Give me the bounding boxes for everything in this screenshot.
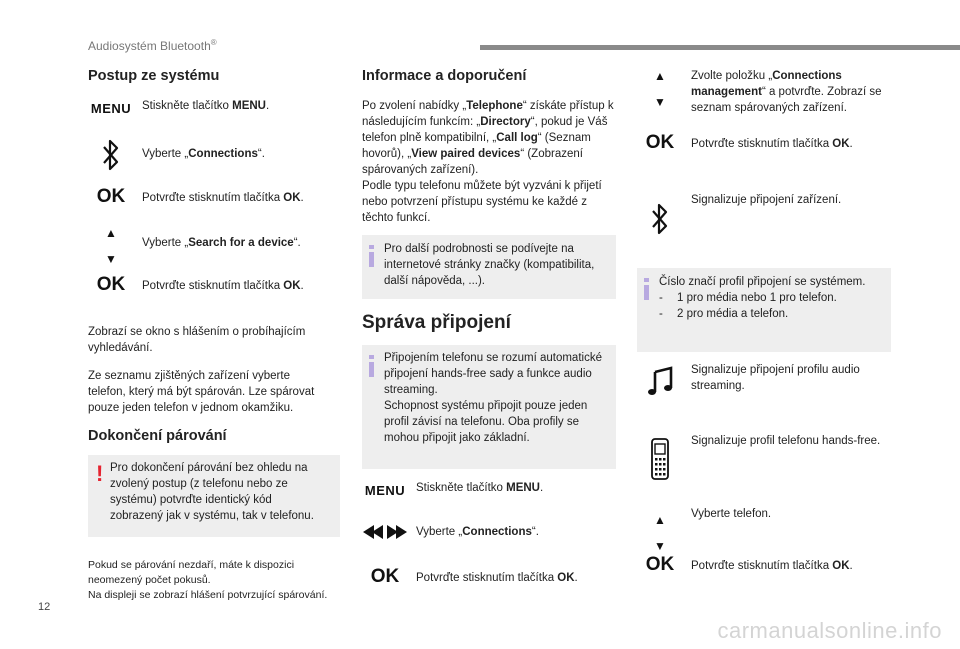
info-text: Číslo značí profil připojení se systémem. - 1 pro média nebo 1 pro telefon. - 2 pro média a telefon. <box>659 274 885 322</box>
paragraph: Ze seznamu zjištěných zařízení vyberte telefon, který má být spárován. Lze spárovat pouze jeden telefon v jednom okamžiku. <box>88 370 315 414</box>
step-text: Zvolte položku „Connections management“ a potvrďte. Zobrazí se seznam spárovaných zařízení. <box>691 70 882 114</box>
step-text: Potvrďte stisknutím tlačítka OK. <box>691 138 853 150</box>
step-text: Potvrďte stisknutím tlačítka OK. <box>691 560 853 572</box>
header-bar <box>480 45 960 50</box>
section-heading-postup: Postup ze systému <box>88 68 220 84</box>
warning-box <box>88 455 340 537</box>
ok-button-icon: OK <box>645 554 675 575</box>
step-text: Potvrďte stisknutím tlačítka OK. <box>142 280 304 292</box>
menu-button-icon: MENU <box>364 483 406 498</box>
step-text: Potvrďte stisknutím tlačítka OK. <box>142 192 304 204</box>
info-icon <box>368 355 376 382</box>
step-text: Signalizuje připojení zařízení. <box>691 194 842 206</box>
paragraph: Po zvolení nabídky „Telephone“ získáte přístup k následujícím funkcím: „Directory“, pokud je Váš telefon plně kompatibilní, „Call log“ (Seznam hovorů), „View paired devices“ (Zobrazení spárovaných zařízení). <box>362 100 614 176</box>
info-text: Připojením telefonu se rozumí automatické připojení hands-free sady a funkce audio streaming. Schopnost systému připojit pouze jeden profil závisí na telefonu. Oba profily se mohou připojit jako základní. <box>384 352 602 444</box>
registered-mark: ® <box>210 38 217 47</box>
step-text: Potvrďte stisknutím tlačítka OK. <box>416 572 578 584</box>
info-icon <box>368 245 376 272</box>
menu-button-icon: MENU <box>90 101 132 116</box>
step-text: Vyberte „Search for a device“. <box>142 237 301 249</box>
ok-button-icon: OK <box>645 132 675 153</box>
up-down-arrows-icon: ▲ ▼ <box>105 226 117 266</box>
paragraph: Zobrazí se okno s hlášením o probíhajícím vyhledávání. <box>88 326 306 354</box>
up-down-arrows-icon: ▲ ▼ <box>654 513 666 553</box>
info-text: Pro další podrobnosti se podívejte na internetové stránky značky (kompatibilita, další nápověda, ...). <box>384 243 595 287</box>
section-heading-informace: Informace a doporučení <box>362 68 527 84</box>
step-text: Stiskněte tlačítko MENU. <box>416 482 544 494</box>
info-icon <box>643 278 651 305</box>
ok-button-icon: OK <box>370 566 400 587</box>
step-text: Vyberte „Connections“. <box>142 148 265 160</box>
watermark: carmanualsonline.info <box>717 618 942 643</box>
ok-button-icon: OK <box>96 186 126 207</box>
step-text: Vyberte telefon. <box>691 508 772 520</box>
step-text: Signalizuje připojení profilu audio streaming. <box>691 364 860 392</box>
footnote: Na displeji se zobrazí hlášení potvrzující spárování. <box>88 589 328 601</box>
phone-handset-icon <box>637 437 683 486</box>
step-text: Signalizuje profil telefonu hands-free. <box>691 435 881 447</box>
info-box <box>362 235 616 299</box>
bluetooth-icon <box>637 202 683 241</box>
info-box <box>637 268 891 352</box>
bluetooth-icon <box>88 138 134 177</box>
info-box <box>362 345 616 469</box>
section-heading-dokonceni: Dokončení párování <box>88 428 227 444</box>
ok-button-icon: OK <box>96 274 126 295</box>
list-item: - 1 pro média nebo 1 pro telefon. <box>659 292 837 304</box>
paragraph: Podle typu telefonu můžete být vyzváni k přijetí nebo potvrzení přístupu systému ke každé z těchto funkcí. <box>362 180 602 224</box>
step-text: Stiskněte tlačítko MENU. <box>142 100 270 112</box>
list-item: - 2 pro média a telefon. <box>659 308 789 320</box>
warning-text: Pro dokončení párování bez ohledu na zvolený postup (z telefonu nebo ze systému) potvrďte identický kód zobrazený jak v systému, tak v telefonu. <box>110 462 314 522</box>
step-text: Vyberte „Connections“. <box>416 526 539 538</box>
header-title: Audiosystém Bluetooth <box>88 39 211 53</box>
page-number: 12 <box>38 601 51 613</box>
left-right-arrows-icon <box>362 524 408 545</box>
warning-icon: ! <box>96 461 104 486</box>
section-heading-sprava: Správa připojení <box>362 312 511 333</box>
music-note-icon <box>637 366 683 401</box>
footnote: Pokud se párování nezdaří, máte k dispozici neomezený počet pokusů. <box>88 559 295 586</box>
running-header <box>88 38 217 53</box>
up-down-arrows-icon: ▲ ▼ <box>654 69 666 109</box>
